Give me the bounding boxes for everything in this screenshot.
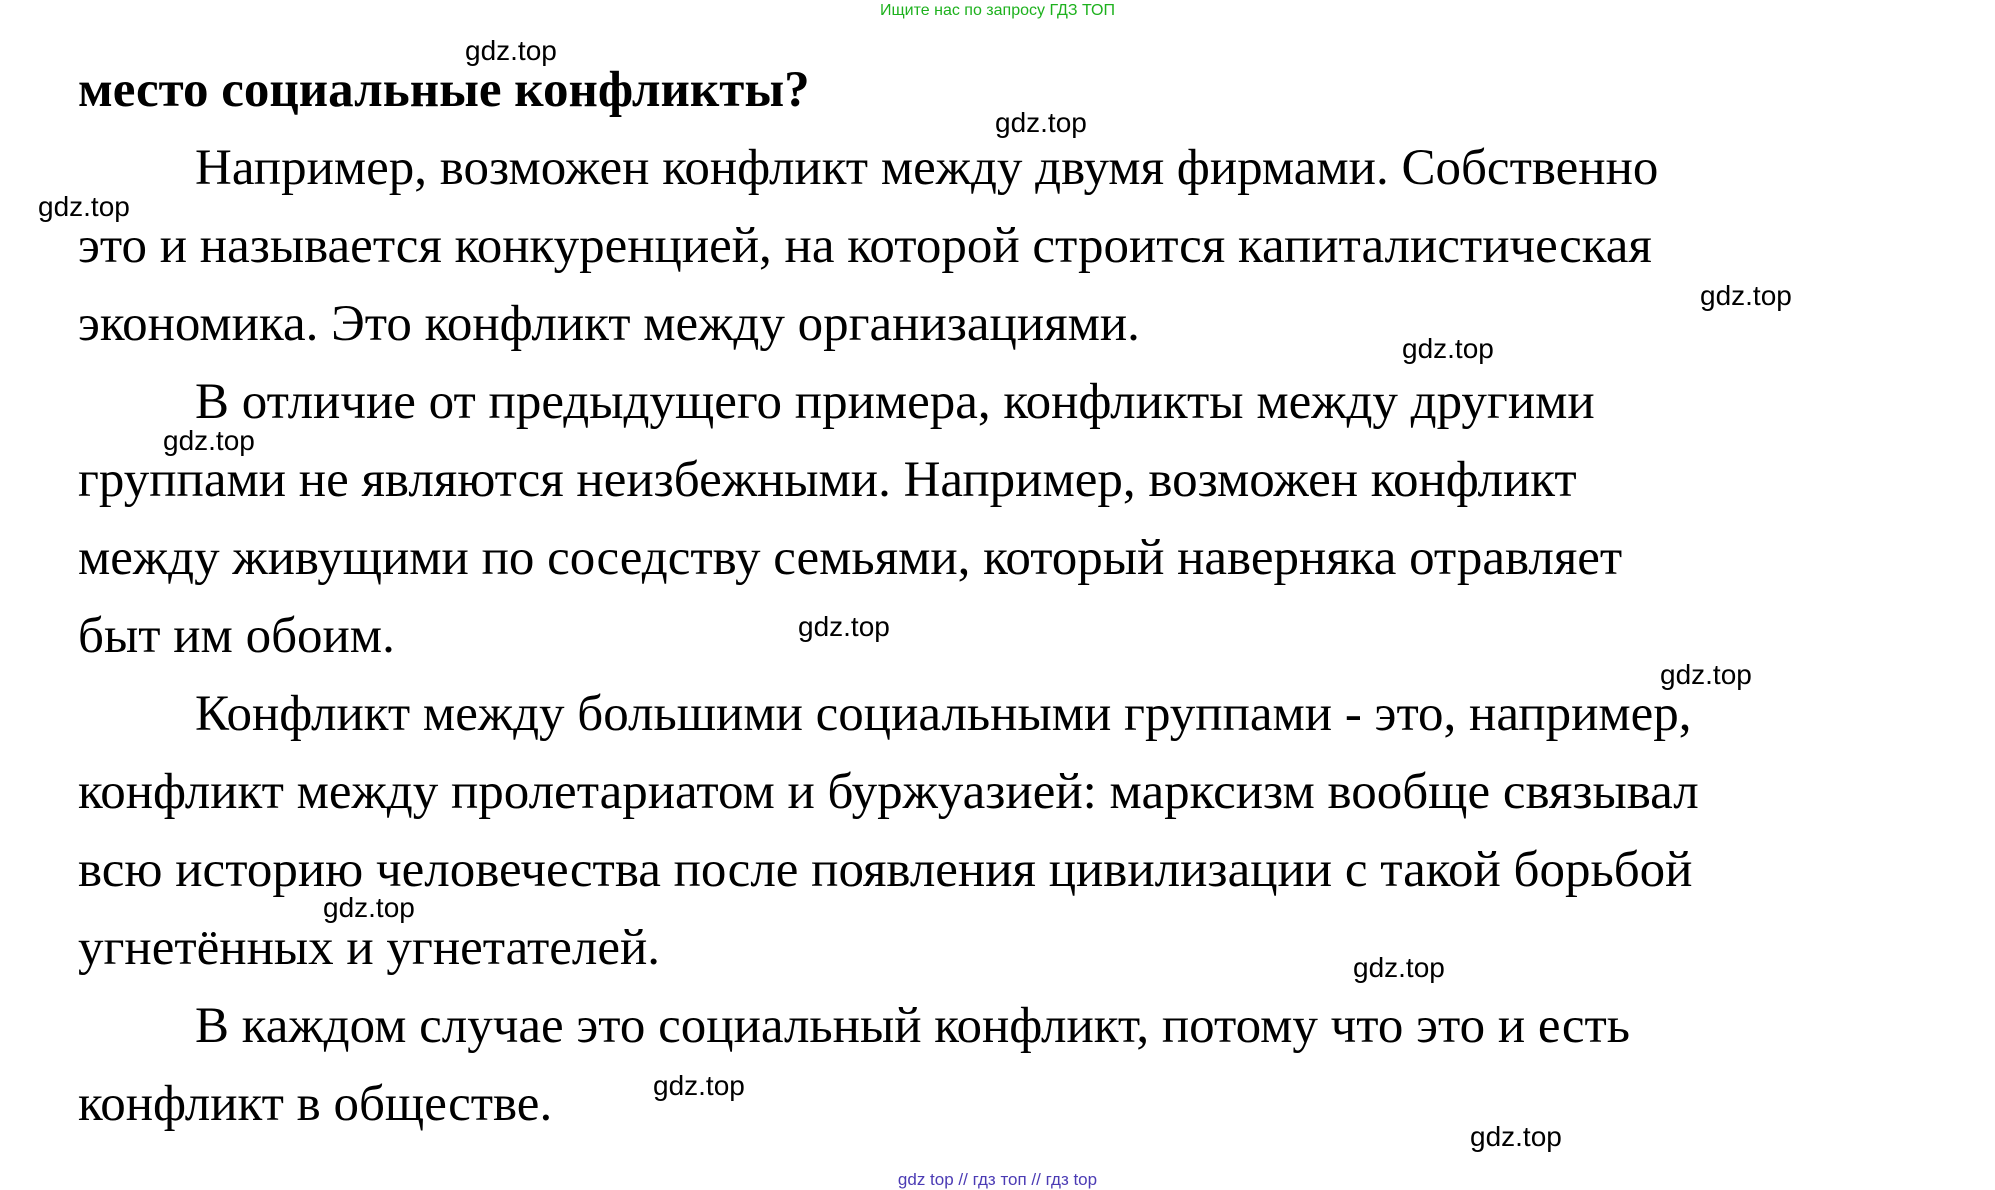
watermark-text: gdz.top	[1470, 1121, 1562, 1152]
paragraph-3-line-2: конфликт между пролетариатом и буржуазией: марксизм вообще связывал	[78, 764, 1699, 820]
paragraph-1-line-2: это и называется конкуренцией, на которой строится капиталистическая	[78, 218, 1652, 274]
watermark-text: gdz.top	[1402, 333, 1494, 364]
bottom-footer: gdz top // гдз топ // гдз top	[897, 1170, 1098, 1189]
paragraph-4-line-2: конфликт в обществе.	[78, 1076, 553, 1132]
watermark-text: gdz.top	[163, 425, 255, 456]
watermark-text: gdz.top	[1660, 659, 1752, 690]
watermark-text: gdz.top	[995, 107, 1087, 138]
paragraph-3-line-4: угнетённых и угнетателей.	[78, 920, 661, 976]
paragraph-2-line-1: В отличие от предыдущего примера, конфликты между другими	[195, 374, 1595, 430]
watermark-text: gdz.top	[653, 1070, 745, 1101]
watermark-text: gdz.top	[465, 35, 557, 66]
paragraph-2-line-3: между живущими по соседству семьями, который наверняка отравляет	[78, 530, 1623, 586]
paragraph-2-line-4: быт им обоим.	[78, 608, 395, 664]
page-heading: место социальные конфликты?	[78, 62, 810, 118]
paragraph-1-line-1: Например, возможен конфликт между двумя фирмами. Собственно	[195, 140, 1659, 196]
watermark-text: gdz.top	[323, 892, 415, 923]
paragraph-3-line-3: всю историю человечества после появления цивилизации с такой борьбой	[78, 842, 1693, 898]
watermark-text: gdz.top	[1700, 280, 1792, 311]
watermark-text: gdz.top	[1353, 952, 1445, 983]
paragraph-1-line-3: экономика. Это конфликт между организациями.	[78, 296, 1140, 352]
paragraph-3-line-1: Конфликт между большими социальными группами - это, например,	[195, 686, 1692, 742]
top-banner: Ищите нас по запросу ГДЗ ТОП	[880, 2, 1115, 19]
watermark-text: gdz.top	[38, 191, 130, 222]
paragraph-2-line-2: группами не являются неизбежными. Например, возможен конфликт	[78, 452, 1577, 508]
paragraph-4-line-1: В каждом случае это социальный конфликт, потому что это и есть	[195, 998, 1631, 1054]
watermark-text: gdz.top	[798, 611, 890, 642]
